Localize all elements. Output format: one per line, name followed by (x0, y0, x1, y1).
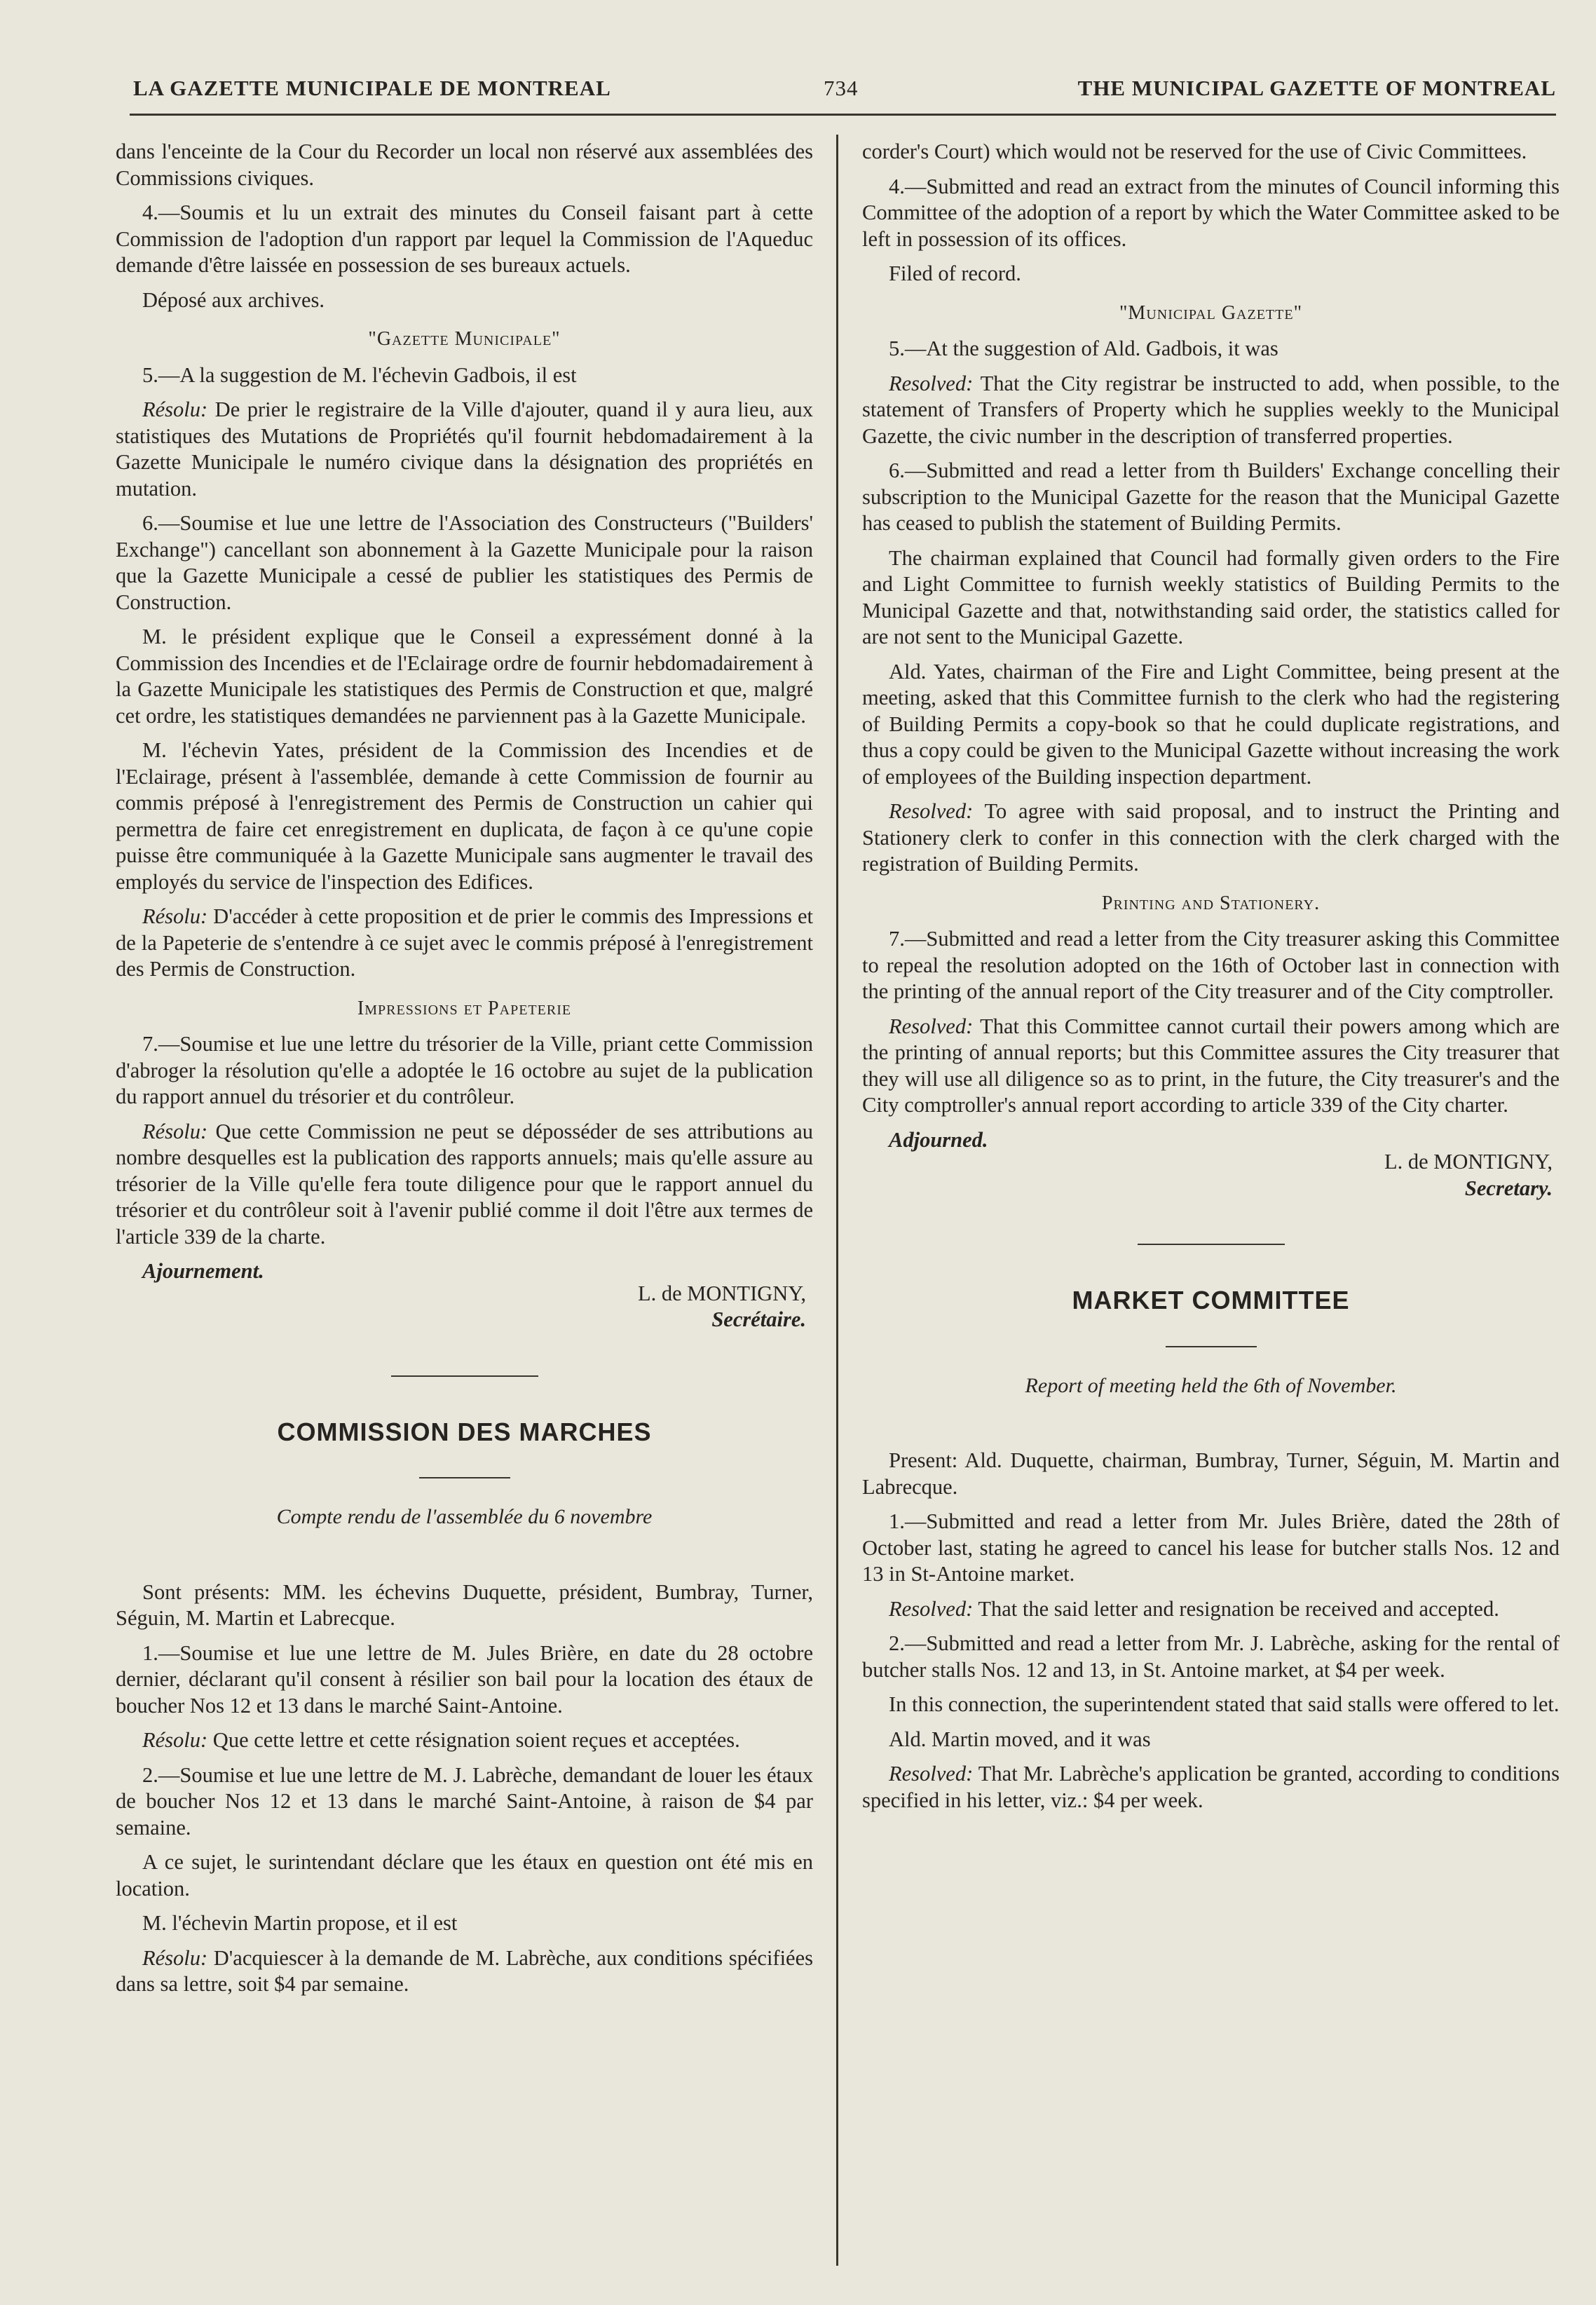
paragraph: 2.—Soumise et lue une lettre de M. J. Labrèche, demandant de louer les étaux de boucher Nos 12 et 13 dans le marché Saint-Antoine, à raison de $4 par semaine. (116, 1762, 813, 1840)
signature-block (862, 1149, 1560, 1202)
report-subtitle: Report of meeting held the 6th of November. (1025, 1373, 1397, 1397)
paragraph: Sont présents: MM. les échevins Duquette, président, Bumbray, Turner, Séguin, M. Martin et Labrecque. (116, 1579, 813, 1630)
header-rule (130, 114, 1556, 116)
resolution-label: Resolved: (889, 1762, 974, 1786)
section-separator (1138, 1244, 1285, 1245)
resolution-label: Résolu: (142, 1728, 208, 1752)
paragraph: M. l'échevin Martin propose, et il est (142, 1911, 458, 1935)
paragraph: dans l'enceinte de la Cour du Recorder un local non réservé aux assemblées des Commissions civiques. (116, 140, 813, 190)
resolution-paragraph (116, 1119, 813, 1251)
resolution-paragraph (116, 904, 813, 983)
paragraph: A ce sujet, le surintendant déclare que les étaux en question ont été mis en location. (116, 1850, 813, 1901)
resolution-text: D'acquiescer à la demande de M. Labrèche, aux conditions spécifiées dans sa lettre, soit $4 par semaine. (116, 1945, 813, 1996)
paragraph: corder's Court) which would not be reserved for the use of Civic Committees. (862, 140, 1527, 163)
signature-block (116, 1281, 813, 1333)
title-rule (1166, 1346, 1257, 1347)
committee-title: COMMISSION DES MARCHES (277, 1417, 652, 1446)
resolution-label: Resolved: (889, 371, 974, 395)
section-separator (391, 1375, 538, 1377)
running-header (133, 76, 1556, 111)
resolution-text: That Mr. Labrèche's application be granted, according to conditions specified in his letter, viz.: $4 per week. (862, 1762, 1560, 1812)
paragraph: 6.—Submitted and read a letter from th Builders' Exchange concelling their subscription to the Municipal Gazette for the reason that the Municipal Gazette has ceased to publish the statement of Building Permits. (862, 458, 1560, 535)
resolution-label: Résolu: (142, 1119, 208, 1143)
section-heading: Printing and Stationery. (1101, 892, 1321, 914)
resolution-text: D'accéder à cette proposition et de prier le commis des Impressions et de la Papeterie de s'entendre à ce sujet avec le commis préposé à l'enregistrement des Permis de Construction. (116, 904, 813, 981)
resolution-label: Resolved: (889, 1014, 974, 1038)
adjournment: Adjourned. (889, 1127, 988, 1152)
resolution-label: Résolu: (142, 1945, 208, 1970)
french-column (116, 139, 813, 2006)
paragraph: 6.—Soumise et lue une lettre de l'Association des Constructeurs ("Builders' Exchange") cancellant son abonnement à la Gazette Municipale pour la raison que la Gazette Municipale a cessé de publier les statistiques des Permis de Construction. (116, 511, 813, 614)
resolution-paragraph (116, 1727, 813, 1754)
paragraph: 4.—Soumis et lu un extrait des minutes du Conseil faisant part à cette Commission de l'adoption d'un rapport par lequel la Commission de l'Aqueduc demande d'être laissée en possession de ses bureaux actuels. (116, 200, 813, 277)
signature-role: Secrétaire. (711, 1307, 806, 1331)
resolution-paragraph (116, 1945, 813, 1998)
header-english-title: THE MUNICIPAL GAZETTE OF MONTREAL (1077, 76, 1556, 100)
adjournment: Ajournement. (142, 1259, 264, 1283)
paragraph: Present: Ald. Duquette, chairman, Bumbray, Turner, Séguin, M. Martin and Labrecque. (862, 1448, 1560, 1499)
resolution-paragraph (116, 397, 813, 502)
english-column (862, 139, 1560, 1822)
paragraph: 4.—Submitted and read an extract from the minutes of Council informing this Committee of the adoption of a report by which the Water Committee asked to be left in possession of its offices. (862, 174, 1560, 251)
header-french-title: LA GAZETTE MUNICIPALE DE MONTREAL (133, 76, 611, 100)
paragraph: 7.—Soumise et lue une lettre du trésorier de la Ville, priant cette Commission d'abroger la résolution qu'elle a adoptée le 16 octobre au sujet de la publication du rapport annuel du trésorier et du contrôleur. (116, 1032, 813, 1108)
committee-title: MARKET COMMITTEE (1072, 1286, 1350, 1314)
paragraph: 5.—A la suggestion de M. l'échevin Gadbois, il est (142, 362, 577, 387)
paragraph: 7.—Submitted and read a letter from the City treasurer asking this Committee to repeal the resolution adopted on the 16th of October last in connection with the printing of the annual report of the City treasurer and of the City comptroller. (862, 927, 1560, 1003)
resolution-paragraph (862, 1761, 1560, 1814)
paragraph: 1.—Soumise et lue une lettre de M. Jules Brière, en date du 28 octobre dernier, déclarant qu'il consent à résilier son bail pour la location des étaux de boucher Nos 12 et 13 dans le marché Saint-Antoine. (116, 1640, 813, 1718)
resolution-paragraph (862, 1596, 1560, 1623)
resolution-label: Résolu: (142, 904, 208, 928)
paragraph: 5.—At the suggestion of Ald. Gadbois, it was (889, 336, 1278, 360)
paragraph: The chairman explained that Council had formally given orders to the Fire and Light Committee to furnish weekly statistics of Building Permits to the Municipal Gazette and that, notwithstanding said order, the statistics called for are not sent to the Municipal Gazette. (862, 545, 1560, 648)
paragraph: 2.—Submitted and read a letter from Mr. J. Labrèche, asking for the rental of butcher stalls Nos. 12 and 13, in St. Antoine market, at $4 per week. (862, 1631, 1560, 1682)
resolution-text: To agree with said proposal, and to instruct the Printing and Stationery clerk to confer in this connection with the clerk charged with the registration of Building Permits. (862, 799, 1560, 876)
resolution-text: Que cette lettre et cette résignation soient reçues et acceptées. (207, 1728, 740, 1752)
resolution-text: That the City registrar be instructed to add, when possible, to the statement of Transfers of Property which he supplies weekly to the Municipal Gazette, the civic number in the description of transferred properties. (862, 371, 1560, 448)
section-heading: Impressions et Papeterie (357, 997, 572, 1019)
title-rule (419, 1477, 510, 1478)
column-divider (836, 135, 838, 2266)
report-subtitle: Compte rendu de l'assemblée du 6 novembre (276, 1505, 653, 1528)
section-heading: "Municipal Gazette" (1119, 301, 1302, 324)
signature-name: L. de MONTIGNY, (637, 1281, 806, 1305)
paragraph: Ald. Martin moved, and it was (889, 1727, 1151, 1751)
resolution-text: That this Committee cannot curtail their powers among which are the printing of annual reports; but this Committee assures the City treasurer that they will use all diligence so as to print, in the future, the City treasurer's and the City comptroller's annual report according to article 339 of the City charter. (862, 1014, 1560, 1117)
paragraph: Filed of record. (889, 261, 1021, 285)
signature-name: L. de MONTIGNY, (1384, 1150, 1553, 1174)
resolution-text: De prier le registraire de la Ville d'ajouter, quand il y aura lieu, aux statistiques des Mutations de Propriétés qu'il fournit hebdomadairement à la Gazette Municipale le numéro civique dans la désignation des propriétés en mutation. (116, 397, 813, 501)
paragraph: M. le président explique que le Conseil a expressément donné à la Commission des Incendies et de l'Eclairage ordre de fournir hebdomadairement à la Gazette Municipale les statistiques des Permis de Construction et que, malgré cet ordre, les statistiques demandées ne parviennent pas à la Gazette Municipale. (116, 625, 813, 728)
paragraph: M. l'échevin Yates, président de la Commission des Incendies et de l'Eclairage, présent à l'assemblée, demande à cette Commission de fournir au commis préposé à l'enregistrement des Permis de Construction un cahier qui permettra de faire cet enregistrement en duplicata, de façon à ce qu'une copie puisse être communiquée à la Gazette Municipale sans augmenter le travail des employés du service de l'inspection des Edifices. (116, 738, 813, 894)
paragraph: In this connection, the superintendent stated that said stalls were offered to let. (889, 1692, 1560, 1716)
signature-role: Secretary. (1464, 1176, 1553, 1200)
resolution-paragraph (862, 798, 1560, 878)
resolution-label: Resolved: (889, 1596, 974, 1621)
page-number: 734 (824, 76, 859, 100)
section-heading: "Gazette Municipale" (368, 328, 561, 350)
resolution-text: Que cette Commission ne peut se déposséder de ses attributions au nombre desquelles est la publication des rapports annuels; mais qu'elle assure au trésorier de la Ville qu'elle fera toute diligence pour que le rapport annuel du trésorier et du contrôleur soit à l'avenir publié comme il doit l'être aux termes de l'article 339 de la charte. (116, 1119, 813, 1249)
resolution-label: Résolu: (142, 397, 208, 421)
paragraph: Déposé aux archives. (142, 287, 325, 312)
resolution-text: That the said letter and resignation be received and accepted. (973, 1596, 1499, 1621)
resolution-label: Resolved: (889, 799, 974, 823)
paragraph: 1.—Submitted and read a letter from Mr. Jules Brière, dated the 28th of October last, stating he agreed to cancel his lease for butcher stalls Nos. 12 and 13 in St-Antoine market. (862, 1509, 1560, 1586)
resolution-paragraph (862, 371, 1560, 450)
resolution-paragraph (862, 1014, 1560, 1119)
paragraph: Ald. Yates, chairman of the Fire and Light Committee, being present at the meeting, asked that this Committee furnish to the clerk who had the registering of Building Permits a copy-book so that he could duplicate registrations, and thus a copy could be given to the Municipal Gazette without increasing the work of employees of the Building inspection department. (862, 659, 1560, 789)
